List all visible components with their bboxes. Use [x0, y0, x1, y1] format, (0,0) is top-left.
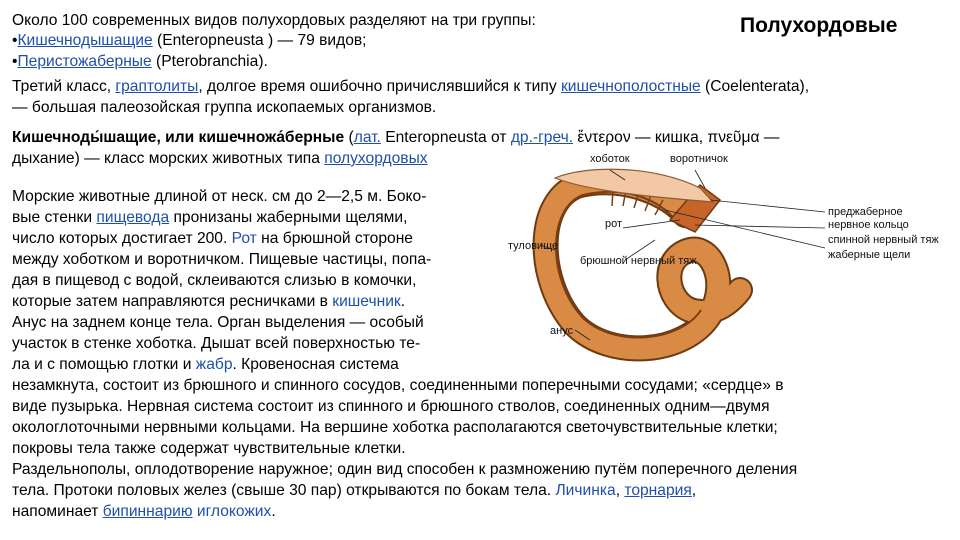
intro-line-4	[12, 77, 809, 97]
intro-line-3-rest: (Pterobranchia).	[151, 53, 268, 70]
term-intestine: кишечник	[332, 293, 401, 310]
link-coelenterata[interactable]: кишечнополостные	[560, 78, 701, 95]
desc-text: дыхание) — класс морских животных типа	[12, 150, 325, 167]
body-line-11: виде пузырька. Нервная система состоит из спинного и брюшного стволов, соединенных одним—двумя	[12, 398, 770, 415]
label-pre-gill-ring: преджаберное нервное кольцо	[828, 206, 909, 231]
body-line-15	[12, 481, 696, 502]
body-line-2	[12, 208, 407, 229]
link-greek[interactable]: др.-греч.	[510, 129, 574, 146]
link-tornaria[interactable]: торнария	[624, 482, 692, 499]
body-line-6	[12, 292, 405, 313]
link-hemichordata[interactable]: полухордовых	[324, 150, 428, 167]
term-larva: Личинка	[555, 482, 616, 499]
body-text: напоминает	[12, 503, 103, 520]
page-title: Полухордовые	[740, 14, 898, 37]
intro-line-2	[12, 31, 367, 51]
term-mouth: Рот	[231, 230, 257, 247]
body-line-7: Анус на заднем конце тела. Орган выделения — особый	[12, 314, 424, 331]
body-text: на брюшной стороне	[256, 230, 413, 247]
body-line-9	[12, 355, 399, 376]
label-dorsal-cord: спинной нервный тяж	[828, 234, 939, 246]
intro-text: , долгое время ошибочно причислявшийся к типу	[198, 78, 561, 95]
label-trunk: туловище	[508, 240, 559, 252]
label-gill-slits: жаберные щели	[828, 249, 911, 261]
body-text: .	[271, 503, 276, 520]
term-heading: Кишечноды́шащие, или кишечножа́берные	[12, 129, 345, 146]
link-esophagus[interactable]: пищевода	[96, 209, 170, 226]
body-line-12: окологлоточными нервными кольцами. На вершине хоботка располагаются светочувствительные клетки;	[12, 419, 778, 436]
body-text: ла и с помощью глотки и	[12, 356, 196, 373]
body-line-10: незамкнута, состоит из брюшного и спинного сосудов, соединенными поперечными сосудами; «сердце» в	[12, 377, 784, 394]
desc-text: (	[344, 129, 354, 146]
desc-text: Enteropneusta от	[380, 129, 511, 146]
body-text: ,	[615, 482, 625, 499]
link-bipinnaria[interactable]: бипиннарию	[102, 503, 193, 520]
body-line-8: участок в стенке хоботка. Дышат всей поверхностью те-	[12, 335, 421, 352]
desc-text: ἔντερον — кишка, πνεῦμα —	[573, 129, 780, 146]
body-line-5: дая в пищевод с водой, склеиваются слизью в комочки,	[12, 272, 417, 289]
body-text: .	[400, 293, 406, 310]
body-text: пронизаны жаберными щелями,	[169, 209, 408, 226]
intro-line-3	[12, 52, 268, 72]
body-text: которые затем направляются ресничками в	[12, 293, 333, 310]
intro-line-1: Около 100 современных видов полухордовых разделяют на три группы:	[12, 12, 536, 29]
intro-text: (Coelenterata),	[700, 78, 810, 95]
link-graptolites[interactable]: граптолиты	[115, 78, 199, 95]
body-line-3	[12, 229, 413, 250]
term-gills: жабр	[195, 356, 233, 373]
label-proboscis: хоботок	[590, 153, 630, 165]
link-lat[interactable]: лат.	[353, 129, 381, 146]
intro-text: Третий класс,	[12, 78, 116, 95]
body-text: число которых достигает 200.	[12, 230, 232, 247]
label-anus: анус	[550, 325, 574, 337]
body-text: вые стенки	[12, 209, 97, 226]
label-ventral-cord: брюшной нервный тяж	[580, 255, 697, 267]
body-line-13: покровы тела также содержат чувствительные клетки.	[12, 440, 406, 457]
body-text: ,	[691, 482, 697, 499]
link-pterobranchia[interactable]: Перистожаберные	[17, 53, 152, 70]
body-text: . Кровеносная система	[232, 356, 399, 373]
link-enteropneusta[interactable]: Кишечнодышащие	[17, 32, 153, 49]
label-mouth: рот	[605, 218, 623, 230]
body-line-1: Морские животные длиной от неск. см до 2—2,5 м. Боко-	[12, 188, 427, 205]
intro-line-2-rest: (Enteropneusta ) — 79 видов;	[152, 32, 367, 49]
body-line-4: между хоботком и воротничком. Пищевые частицы, попа-	[12, 251, 432, 268]
bullet: •	[12, 53, 18, 70]
intro-line-5: — большая палеозойская группа ископаемых организмов.	[12, 99, 437, 116]
bullet: •	[12, 32, 18, 49]
body-line-14: Раздельнополы, оплодотворение наружное; один вид способен к размножению путём поперечного деления	[12, 461, 798, 478]
label-collar: воротничок	[670, 153, 728, 165]
body-text: тела. Протоки половых желез (свыше 30 пар) открываются по бокам тела.	[12, 482, 556, 499]
term-echinoderms: иглокожих	[196, 503, 272, 520]
desc-line-2	[12, 149, 428, 169]
body-line-16	[12, 502, 276, 523]
